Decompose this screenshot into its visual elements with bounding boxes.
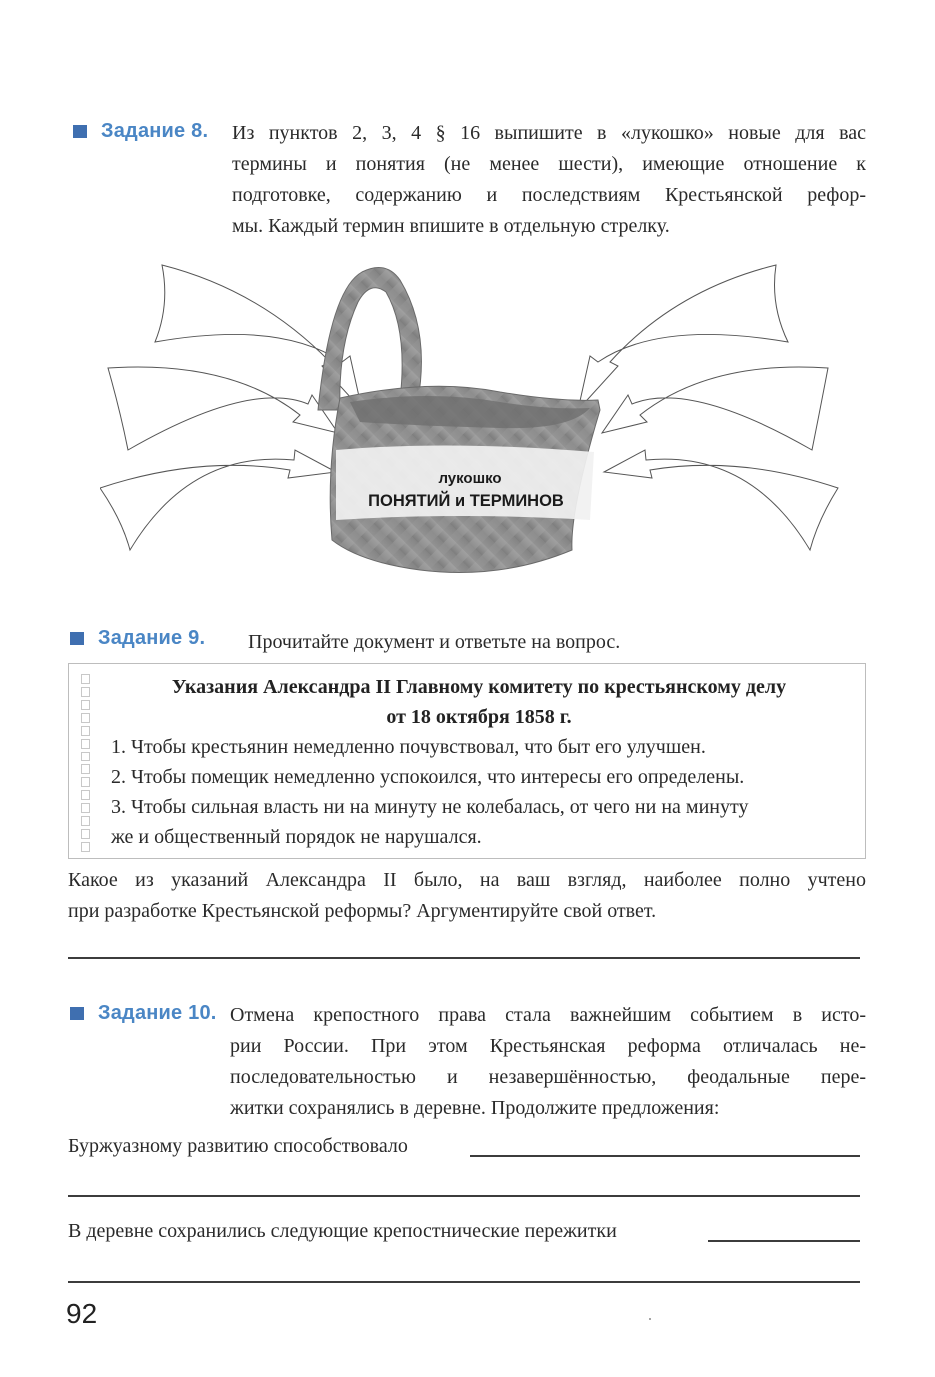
document-title-line1: Указания Александра II Главному комитету по крестьянскому делу — [171, 676, 787, 698]
task8-heading — [73, 120, 208, 143]
task-marker-icon — [70, 632, 84, 645]
task10-prompt2: В деревне сохранились следующие крепостнические пережитки — [68, 1220, 617, 1242]
document-decorative-strip — [81, 674, 91, 852]
task10-line: последовательностью и незавершённостью, феодальные пере- — [230, 1066, 866, 1088]
task8-line: термины и понятия (не менее шести), имеющие отношение к — [232, 153, 866, 175]
task9-label: Задание 9. — [98, 627, 206, 649]
basket-arrows-illustration — [100, 250, 840, 590]
task10-prompt1: Буржуазному развитию способствовало — [68, 1135, 408, 1157]
page-number: 92 — [66, 1298, 98, 1329]
document-item-3-cont: же и общественный порядок не нарушался. — [111, 826, 482, 848]
arrow-left-bottom[interactable] — [100, 450, 336, 550]
task9-instruction: Прочитайте документ и ответьте на вопрос. — [248, 631, 621, 653]
arrow-right-bottom[interactable] — [604, 450, 838, 550]
task10-answer2-line2[interactable] — [68, 1281, 860, 1283]
task8-line: подготовке, содержанию и последствиям Крестьянской рефор- — [232, 184, 866, 206]
document-title-line2: от 18 октября 1858 г. — [386, 706, 572, 728]
task10-line: житки сохранялись в деревне. Продолжите предложения: — [230, 1097, 720, 1119]
task9-question-line: Какое из указаний Александра II было, на ваш взгляд, наиболее полно учтено — [68, 869, 866, 891]
task9-answer-line[interactable] — [68, 957, 860, 959]
task9-question — [68, 865, 866, 927]
task9-question-line: при разработке Крестьянской реформы? Аргументируйте свой ответ. — [68, 900, 657, 922]
task10-line: рии России. При этом Крестьянская реформа отличалась не- — [230, 1035, 866, 1057]
basket-caption-line2: ПОНЯТИЙ и ТЕРМИНОВ — [368, 492, 564, 510]
document-item-2: 2. Чтобы помещик немедленно успокоился, что интересы его определены. — [111, 766, 745, 788]
document-item-3: 3. Чтобы сильная власть ни на минуту не колебалась, от чего ни на минуту — [111, 796, 749, 818]
arrow-left-middle[interactable] — [108, 367, 338, 450]
task8-label: Задание 8. — [101, 120, 209, 142]
task10-label: Задание 10. — [98, 1002, 217, 1024]
basket-figure — [100, 250, 840, 590]
document-box — [68, 663, 866, 859]
task9-heading — [70, 627, 205, 650]
task8-line: Из пунктов 2, 3, 4 § 16 выпишите в «лукошко» новые для вас — [232, 122, 866, 144]
task10-answer2-line[interactable] — [708, 1240, 860, 1242]
document-item-1: 1. Чтобы крестьянин немедленно почувствовал, что быт его улучшен. — [111, 736, 706, 758]
task10-text — [230, 1000, 866, 1124]
task8-line: мы. Каждый термин впишите в отдельную стрелку. — [232, 215, 670, 237]
task10-answer1-line2[interactable] — [68, 1195, 860, 1197]
task10-heading — [70, 1002, 217, 1025]
arrow-right-middle[interactable] — [602, 367, 828, 450]
task-marker-icon — [70, 1007, 84, 1020]
task10-line: Отмена крепостного права стала важнейшим событием в исто- — [230, 1004, 866, 1026]
task10-answer1-line[interactable] — [470, 1155, 860, 1157]
basket-caption-line1: лукошко — [438, 470, 502, 487]
scan-dot — [649, 1318, 651, 1320]
task8-text — [232, 118, 866, 242]
task-marker-icon — [73, 125, 87, 138]
